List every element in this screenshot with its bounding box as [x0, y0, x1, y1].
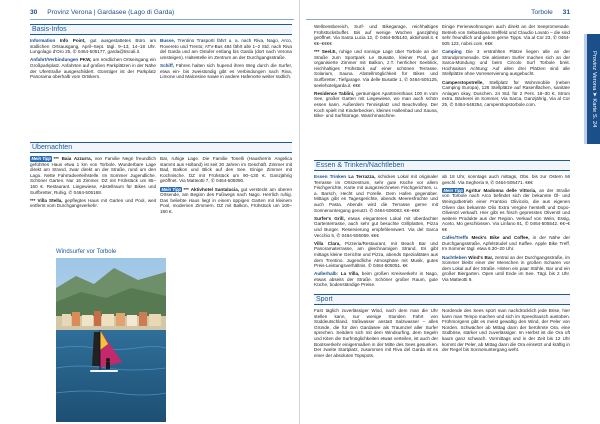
basis-entry: Information Info Point, gut ausgestattetes Büro am südlichen Ortsausgang, April–Sept. tägl. 9–13, 14–18 Uhr. Lungolago d'Oro 25, ✆ 0464-505177, garda@tiscali.it.	[30, 38, 156, 55]
photo-caption-box	[56, 248, 166, 258]
hotel-entry: Mein Tipp *** Aktivhotel Santalucia, gut versteckt am oberen Ortsende, am Beginn des Fußwegs nach Nago. Herrlich ruhig. Das beliebte Haus liegt in einem üppigen Garten mit kleinem Pool, modernen Zimmern. DZ mit Balkon, Frühstück um 100–180 €.	[160, 186, 292, 214]
camping-entry: Camping Die 3 erstrahlten Plätze liegen alle an der Strandpromenade. Die aktivsten Surfer machen sich an der Sarca-Mündung und beim Circolo Surf Torbole breit. Hochsaison Achtung: Auf allen drei Plätzen sind alle Stellplätze ohne Vorreservierung ausgebucht.	[442, 48, 570, 77]
right-running-header	[306, 6, 570, 20]
uebernachten-col-1	[30, 156, 156, 248]
cafe-entry: Cafés/Treffs Meck's Bike and Coffee, in der Nähe der Durchgangsstraße, Apfelstrudel und Kaffee. Apple Bike Treff. Im Sommer tägl. etwa 6.30–20 Uhr.	[442, 235, 570, 252]
windsurfer-illustration	[56, 258, 166, 422]
hotel-entry: Einige Ferienwohnungen auch direkt an der Seepromenade. Betrieb von Sebastiana Stellfeld und Claudio Lovato – die sind sehr freundlich und geben gerne Tipps. Via al Cor 23, ✆ 0464-505 123, nobni.com. €€€	[442, 24, 570, 46]
hotel-entry: *** Villa Stella, gepflegtes Haus mit Garten und Pool, weit entfernt vom Durchgangsverkehr.	[30, 197, 156, 209]
right-col-2-top	[442, 24, 570, 158]
uebernachten-heading: Übernachten	[30, 142, 292, 153]
restaurant-entry: Mein Tipp Agritur Madonna delle Vittoria, an der Straße von Torbole nach Arco befindet sich der bekannte Öl- und Weingutbetrieb einer Frantoio Olivicolo, die aus eigenen Oliven das bekannte Olio Extra Vergine herstellt und Dopo-Olivenöl verkauft. Hier gibt es frisch gepresstes Olivenöl und weitere Produkte aus der Region. Verkauf von Wein, Essig, Aceto. Mo geschlossen. Via Linfano 81, ✆ 0464-505542. €€–€€€	[442, 187, 570, 232]
windsurfer-photo	[56, 258, 166, 422]
photo-caption: Windsurfer vor Torbole	[56, 249, 117, 255]
sport-heading: Sport	[314, 294, 570, 305]
basis-infos-heading: Basis-Infos	[30, 24, 292, 35]
essen-col-1	[314, 174, 438, 292]
restaurant-entry: Villa Clara, Pizzeria/Restaurant, mit Beach Bar und Panoramaterrasse, am gleichnamigen Strand. Es gibt mittags kleine Gerichte und Pizza, abends Spezialitäten aus dem Trentino. Jugendliche Atmosphäre mit Musik, gutes Preis-Leistungsverhältnis. ✆ 0464-505051. €€	[314, 240, 438, 269]
right-running-head: Torbole	[531, 9, 553, 16]
essen-heading: Essen & Trinken/Nachtleben	[314, 160, 570, 171]
basis-entry: Busse, Trentino Trasporti fährt u. a. nach Riva, Nago, Arco, Rovereto und Trento; ATV-Bus 484 fährt alle 1–2 Std. nach Riva del Garda und am Ostufer entlang bis Garda (dort nach Verona umsteigen). Haltestelle im Zentrum an der Durchgangsstraße.	[160, 38, 292, 60]
hotel-entry: *** Seel.E, ruhige und sonnige Lage über Torbole an der Straße zum Sportpark Le Busatte, kleiner Pool, gut organisierte Zimmer mit Balkon, z.T. herrlicher Seeblick, reichhaltiges Frühstück auf einer schönen Terrasse. Solarium, Sauna. Abstellmöglichkeit für Bikes und Surfbretter, Tiefgarage. Via delle Busatte 1, ✆ 0464-505125, seelehotelgarda.it. €€€	[314, 48, 438, 88]
sport-col-2	[442, 308, 570, 416]
mein-tipp-badge: Mein Tipp	[443, 187, 463, 193]
left-running-head: Provinz Verona | Gardasee (Lago di Garda)	[47, 9, 175, 16]
right-col-1-top	[314, 24, 438, 158]
right-page	[300, 0, 600, 424]
restaurant-entry: Surfer's Grill, etwas eleganteres Lokal mit überdachter Gartenterrasse, auch sehr gut besuchte Grillplatten, Pizza und Burger. Reservierung empfehlenswert. Via del Sarca Vecchio 5, ✆ 0464-506069. €€€	[314, 215, 438, 238]
essen-col-2	[442, 174, 570, 292]
left-running-header	[30, 6, 294, 20]
uebernachten-section	[30, 142, 292, 156]
left-page-number: 30	[30, 9, 38, 16]
sport-text: Fast täglich zuverlässiger Wind, nach dem man die Uhr stellen kann, nur wenige Stunden Fahrt von Süddeutschland. Süßwasser anstatt Salzwasser – alles Gründe, die für den Gardasee als Traumziel aller Surfer sprechen. Seitdem sich mit dem Windsurfing, dem Segeln und Kiten die Surfmöglichkeiten etwas verteilen, ist auch der Bootsverkehr einigermaßen in der Mitte des Sees gesunken. Der zweite Startplatz, zusammen mit Riva del Garda ist es einer der absoluten Topspots.	[314, 308, 438, 358]
basis-col-2	[160, 38, 292, 140]
restaurant-entry: Essen Trinken La Terrazza, schickes Lokal mit originaler Terrasse im Ortszentrum, sehr gute Küche vor allem Fischgerichte, Karte mit ausgezeichneten Fischgerichten, u. a. Barsch, Hecht und Forelle. Dem Hafen gegenüber. Mittags gibt es Tagesgerichte, abends Meeresfrüchte und auch Pasta. Abends wird die Terrasse gerne mit Sonnenuntergang genutzt. ✆ 0464-506083. €€–€€€	[314, 174, 438, 213]
mein-tipp-badge: Mein Tipp	[161, 186, 181, 192]
hotel-entry: Mein Tipp *** Baia Azzurra, von Familie Negri freundlich geführtes Haus etwa 1 km von Torbole. Wunderbare Lage direkt am Strand, zwar direkt an der Straße, rund um den Lago. Nette Fahrradverleihstelle. Im Sommer Jugendliche. Schöner Garten. Nur 16 Zimmer. DZ mit Frühstück um 85–160 €. Restaurant. Liegewiese, Abstellraum für Bikes und Surfbretter, Ruhig. ✆ 0464-505168.	[30, 156, 156, 195]
mein-tipp-badge: Mein Tipp	[31, 156, 51, 161]
basis-entry: Anfahrt/Verbindungen PKW, am nördlichen Ortseingang ein Großparkplatz. Anfahrten auf großen Parkplätzen in der Nähe der Uferstraße ausgeschildert. Günstiger ist der Parkplatz Panorama oberhalb vom Ortskern.	[30, 57, 156, 80]
right-page-number: 31	[562, 9, 570, 16]
sport-text: Nordende des Sees spürt man nachdrücklich jede Brise, hier kann man Tempo machen und sich im Speedrausch austoben. Frühmorgens gibt es meist gewaltig den Wind, der Peler von Norden. Schwächer ab Mittag dann der berühmte Ora, eine Südbrise, stärker und zuverlässiger. Im Herbst ist die Ora oft kaum ganz schwach. Vormittags und in der Zeit bis 12 Uhr kommt der Peler, ab Mittag dann die Ora einsetzt und kräftig in der Regel bis Sonnenuntergang weht.	[442, 308, 570, 353]
side-tab: Provinz Verona ➤ Karte S. 24	[587, 34, 600, 144]
hotel-entry: Residence Tablini, geräumiges Apartmenthaus 100 m vom See, großer Garten mit Liegewiese, wo man auch schön essen kann. Außerdem Tennisplatz und Beachvolley. Der Koch spielt mit Kinderbecken, kleines Hallenbad und Sauna, Bike- und Surfstorage. Waschmaschine.	[314, 90, 438, 119]
restaurant-entry: Außerhalb: La Villa, beim großen Kreisverkehr in Nago, etwas abseits der Straße. Schöner großer Raum, gute Küche, bodenständige Preise.	[314, 271, 438, 288]
hotel-entry: Bar, ruhige Lage. Die Familie Tonelli (Hausherrin Angelica stammt aus Holland) ist seit 30 Jahren im Geschäft. Zimmer mit Bad, Balkon und Blick auf den See. Einige Zimmer mit Kochnische. DZ mit Frühstück um 90–130 €. Ganzjährig geöffnet. Via Matteotti 7, ✆ 0464-505090.	[160, 156, 292, 184]
hotel-entry: Wellnessbereich, Surf- und Bikegarage, reichhaltiges Frühstücksbuffet. Bis auf wenige Wochen ganzjährig geöffnet. Via Santa Lucia 12, ✆ 0464-505140, aktivhotel.it. €€€–€€€€	[314, 24, 438, 46]
basis-col-1	[30, 38, 156, 140]
uebernachten-col-2	[160, 156, 292, 248]
camping-entry: Camperstopstrelle, Stellplatz für Wohnmobile (neben Camping Europa), 126 Stellplätze auf Rasenflächen, sanitäre Anlagen okay, Duschen. 24 Std. für 2 Pers. 18–30 €, Strom extra. Bäckerei im Sommer, Via Sarca, Ganzjährig, Via al Cor 25, ✆ 0464-548254, camperstopstorbole.com.	[442, 79, 570, 107]
sport-col-1	[314, 308, 438, 416]
sport-section	[314, 294, 570, 308]
basis-entry: Schiff, Fähren halten sich hupend ihren Weg durch die Surfer, etwa ein- bis zweistündig gibt es Verbindungen nach Riva, Limone und Malcesine sowie in andere Hafenorte weiter südlich.	[160, 62, 292, 80]
essen-section	[314, 160, 570, 174]
restaurant-entry: ab 18 Uhr, sonntags auch mittags, Obs. bis zur Ostern Mi geschl. Via Segheria 9, ✆ 0464-505471. €€€	[442, 174, 570, 185]
nightlife-entry: Nachtleben Wind's Bar, zentral an der Durchgangsstraße, im Sommer bleibt einer der Menschen in großen Scharen vor dem Lokal auf der Straße. Hinten ein paar Stühle, Bar und ein großer Biergarten. Open until Ende im See. Tägl. bis 2 Uhr. Via Matteotti 9.	[442, 254, 570, 282]
basis-infos-section	[30, 24, 292, 38]
